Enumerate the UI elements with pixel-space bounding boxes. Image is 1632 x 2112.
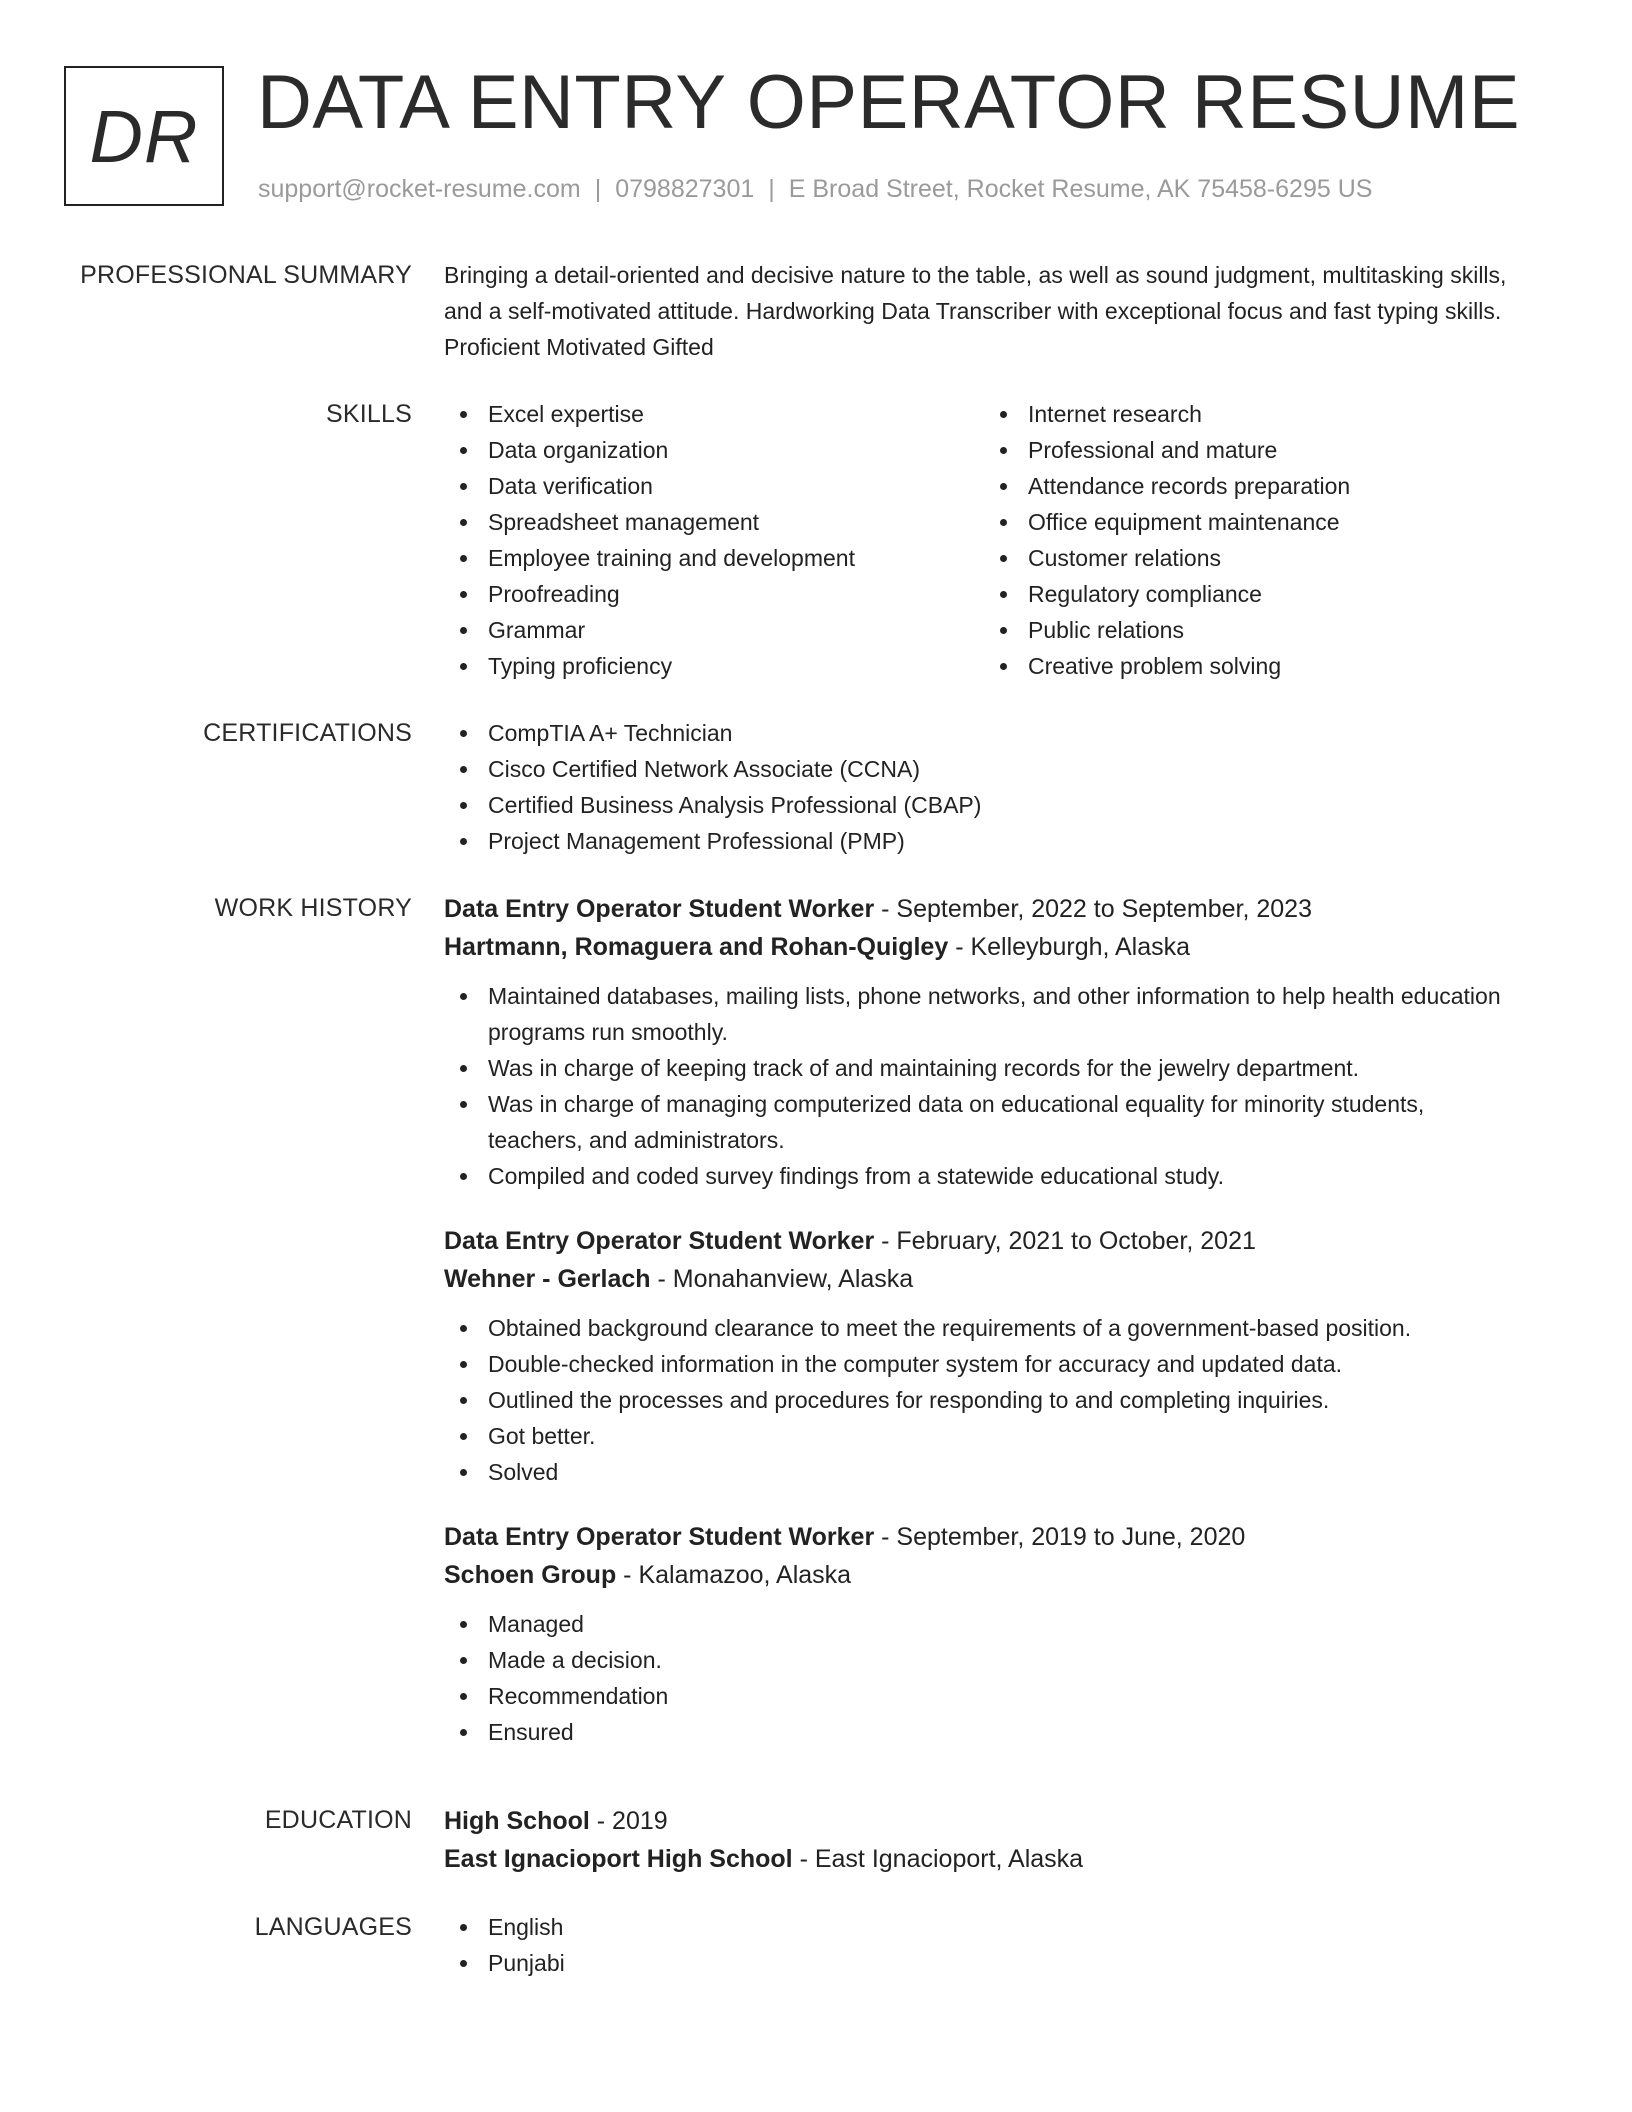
languages-label: LANGUAGES [254, 1913, 412, 1941]
job-duty: Was in charge of keeping track of and maintaining records for the jewelry department. [444, 1050, 1524, 1086]
job-duty: Compiled and coded survey findings from a statewide educational study. [444, 1158, 1524, 1194]
job-duties-list [444, 1606, 1524, 1750]
contact-address: E Broad Street, Rocket Resume, AK 75458-6295 US [788, 175, 1373, 203]
skills-column-left [444, 396, 984, 684]
education-school-line [444, 1840, 1524, 1878]
job-dates: - September, 2019 to June, 2020 [874, 1523, 1246, 1551]
job-company-line [444, 1556, 1524, 1594]
skill-item: Professional and mature [984, 432, 1524, 468]
job-duty: Managed [444, 1606, 1524, 1642]
job-duties-list [444, 978, 1524, 1194]
job-duty: Outlined the processes and procedures for responding to and completing inquiries. [444, 1382, 1524, 1418]
skill-item: Employee training and development [444, 540, 984, 576]
job-duty: Got better. [444, 1418, 1524, 1454]
monogram-text: DR [89, 94, 199, 178]
skill-item: Typing proficiency [444, 648, 984, 684]
education-degree-line [444, 1802, 1524, 1840]
resume-title: DATA ENTRY OPERATOR RESUME [257, 60, 1521, 145]
skill-item: Proofreading [444, 576, 984, 612]
skill-item: Grammar [444, 612, 984, 648]
job-duty: Maintained databases, mailing lists, phone networks, and other information to help health education programs run smoothly. [444, 978, 1524, 1050]
certifications-body [444, 715, 1524, 859]
languages-body [444, 1909, 1524, 1981]
skill-item: Data verification [444, 468, 984, 504]
education-body [444, 1802, 1524, 1878]
skill-item: Regulatory compliance [984, 576, 1524, 612]
job-title: Data Entry Operator Student Worker [444, 895, 875, 923]
job-title: Data Entry Operator Student Worker [444, 1227, 875, 1255]
job-company: Hartmann, Romaguera and Rohan-Quigley [444, 933, 949, 961]
skill-item: Customer relations [984, 540, 1524, 576]
language-item: Punjabi [444, 1945, 1524, 1981]
job-company-line [444, 928, 1524, 966]
certification-item: Project Management Professional (PMP) [444, 823, 1524, 859]
skill-item: Attendance records preparation [984, 468, 1524, 504]
skill-item: Office equipment maintenance [984, 504, 1524, 540]
summary-label: PROFESSIONAL SUMMARY [80, 261, 412, 289]
job-location: - Kalamazoo, Alaska [616, 1561, 852, 1589]
languages-list [444, 1909, 1524, 1981]
job-company-line [444, 1260, 1524, 1298]
contact-phone: 0798827301 [615, 175, 755, 203]
contact-separator: | [768, 175, 775, 203]
skill-item: Spreadsheet management [444, 504, 984, 540]
job-duties-list [444, 1310, 1524, 1490]
skills-list-right [984, 396, 1524, 684]
job-duty: Double-checked information in the computer system for accuracy and updated data. [444, 1346, 1524, 1382]
job-entry [444, 1222, 1524, 1490]
summary-text: Bringing a detail-oriented and decisive nature to the table, as well as sound judgment, multitasking skills, and a self-motivated attitude. Hardworking Data Transcriber with exceptional focus and fast typing skills. Proficient Motivated Gifted [444, 262, 1507, 360]
certification-item: Cisco Certified Network Associate (CCNA) [444, 751, 1524, 787]
skills-column-right [984, 396, 1524, 684]
job-company: Wehner - Gerlach [444, 1265, 651, 1293]
certification-item: CompTIA A+ Technician [444, 715, 1524, 751]
job-dates: - February, 2021 to October, 2021 [874, 1227, 1256, 1255]
certifications-list [444, 715, 1524, 859]
job-dates: - September, 2022 to September, 2023 [874, 895, 1312, 923]
education-location: - East Ignacioport, Alaska [792, 1845, 1084, 1873]
job-duty: Ensured [444, 1714, 1524, 1750]
job-duty: Was in charge of managing computerized data on educational equality for minority students, teachers, and administrators. [444, 1086, 1524, 1158]
education-degree: High School [444, 1807, 590, 1835]
skills-body [444, 396, 1524, 684]
skill-item: Internet research [984, 396, 1524, 432]
job-company: Schoen Group [444, 1561, 617, 1589]
job-entry [444, 890, 1524, 1194]
contact-separator: | [594, 175, 602, 203]
skills-label: SKILLS [326, 400, 412, 428]
language-item: English [444, 1909, 1524, 1945]
work-history-body [444, 890, 1524, 1778]
contact-line [258, 172, 1372, 206]
skill-item: Excel expertise [444, 396, 984, 432]
certification-item: Certified Business Analysis Professional (CBAP) [444, 787, 1524, 823]
contact-email: support@rocket-resume.com [258, 175, 581, 203]
job-title-line [444, 1222, 1524, 1260]
job-title-line [444, 890, 1524, 928]
job-duty: Made a decision. [444, 1642, 1524, 1678]
skill-item: Data organization [444, 432, 984, 468]
job-entry [444, 1518, 1524, 1750]
education-school: East Ignacioport High School [444, 1845, 793, 1873]
job-location: - Kelleyburgh, Alaska [948, 933, 1191, 961]
work-history-label: WORK HISTORY [214, 894, 412, 922]
job-location: - Monahanview, Alaska [650, 1265, 914, 1293]
job-title: Data Entry Operator Student Worker [444, 1523, 875, 1551]
job-duty: Solved [444, 1454, 1524, 1490]
certifications-label: CERTIFICATIONS [203, 719, 412, 747]
job-title-line [444, 1518, 1524, 1556]
summary-body [444, 257, 1524, 365]
education-year: - 2019 [589, 1807, 668, 1835]
skills-list-left [444, 396, 984, 684]
education-label: EDUCATION [264, 1806, 412, 1834]
monogram-badge [64, 66, 224, 206]
job-duty: Obtained background clearance to meet the requirements of a government-based position. [444, 1310, 1524, 1346]
skill-item: Public relations [984, 612, 1524, 648]
job-duty: Recommendation [444, 1678, 1524, 1714]
skill-item: Creative problem solving [984, 648, 1524, 684]
